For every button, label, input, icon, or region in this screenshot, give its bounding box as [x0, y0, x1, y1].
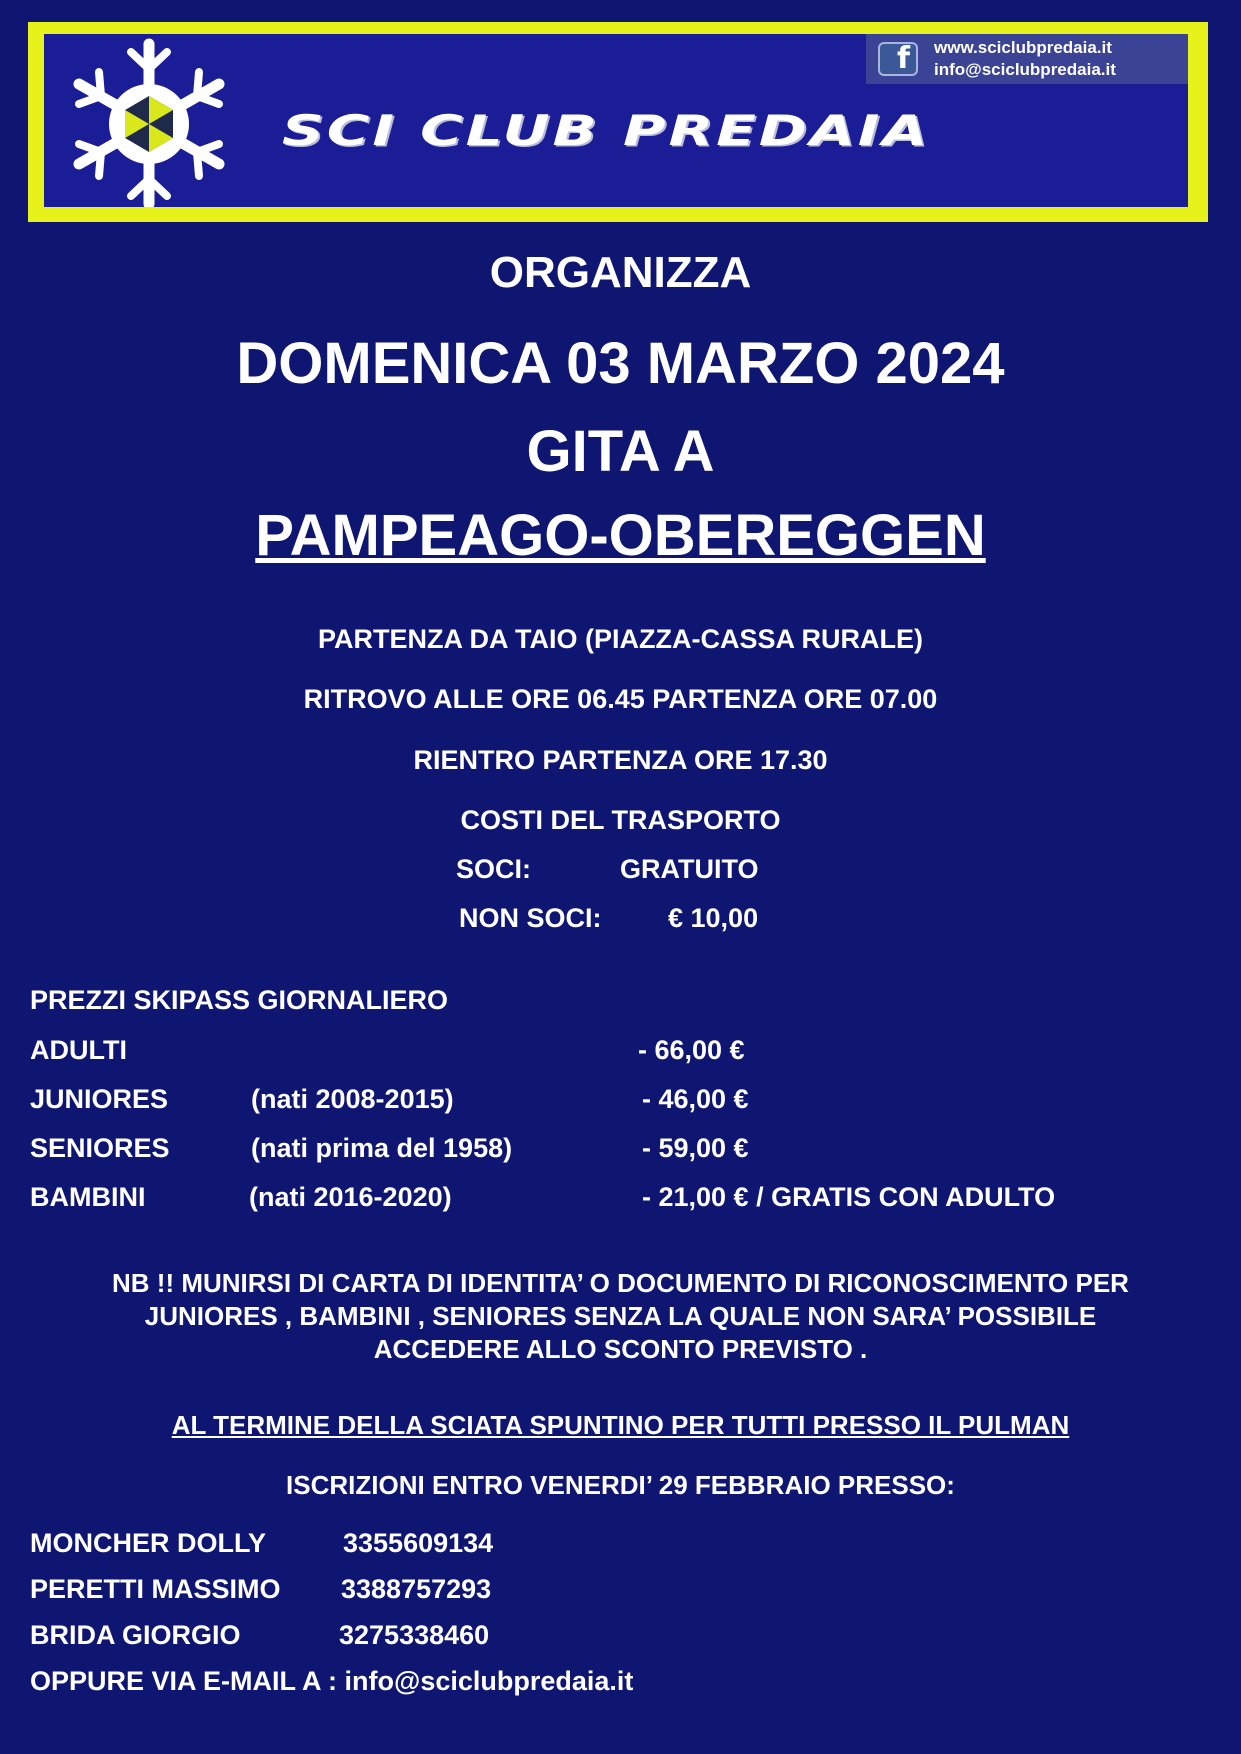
price-cell: - 66,00 €: [638, 1035, 745, 1065]
note-cell: (nati prima del 1958): [251, 1133, 513, 1163]
snack-notice: AL TERMINE DELLA SCIATA SPUNTINO PER TUTTI PRESSO IL PULMAN: [171, 1410, 1070, 1440]
members-value: GRATUITO: [620, 854, 759, 884]
contact-phone[interactable]: 3388757293: [341, 1574, 492, 1604]
category-cell: ADULTI: [30, 1035, 127, 1065]
contact-name: MONCHER DOLLY: [30, 1528, 267, 1558]
price-cell: - 46,00 €: [642, 1084, 749, 1114]
price-cell: - 59,00 €: [642, 1133, 749, 1163]
contact-box: [866, 34, 1188, 84]
note-line: ACCEDERE ALLO SCONTO PREVISTO .: [373, 1334, 868, 1364]
price-cell: - 21,00 € / GRATIS CON ADULTO: [642, 1182, 1056, 1212]
intro-heading: ORGANIZZA: [489, 248, 752, 297]
category-cell: SENIORES: [30, 1133, 170, 1163]
members-label: SOCI:: [456, 854, 532, 884]
note-cell: (nati 2016-2020): [249, 1182, 452, 1212]
header-banner: [28, 22, 1208, 222]
date-heading: DOMENICA 03 MARZO 2024: [236, 331, 1005, 396]
non-members-label: NON SOCI:: [459, 903, 602, 933]
category-cell: BAMBINI: [30, 1182, 146, 1212]
banner-inner: [44, 34, 1188, 207]
email-instruction[interactable]: OPPURE VIA E-MAIL A : info@sciclubpredaia.it: [30, 1666, 634, 1696]
meeting-text: RITROVO ALLE ORE 06.45 PARTENZA ORE 07.00: [303, 684, 938, 714]
destination-heading: PAMPEAGO-OBEREGGEN: [255, 503, 986, 568]
non-members-value: € 10,00: [668, 903, 759, 933]
skipass-title: PREZZI SKIPASS GIORNALIERO: [30, 985, 449, 1015]
facebook-icon[interactable]: f: [878, 42, 918, 76]
contact-name: PERETTI MASSIMO: [30, 1574, 281, 1604]
departure-text: PARTENZA DA TAIO (PIAZZA-CASSA RURALE): [318, 624, 923, 654]
transport-title: COSTI DEL TRASPORTO: [460, 805, 781, 835]
category-cell: JUNIORES: [30, 1084, 169, 1114]
id-note: [0, 1267, 1241, 1366]
email-link[interactable]: info@sciclubpredaia.it: [934, 60, 1116, 79]
contact-name: BRIDA GIORGIO: [30, 1620, 241, 1650]
note-cell: (nati 2008-2015): [251, 1084, 454, 1114]
return-text: RIENTRO PARTENZA ORE 17.30: [413, 745, 828, 775]
contact-phone[interactable]: 3275338460: [339, 1620, 490, 1650]
note-line: JUNIORES , BAMBINI , SENIORES SENZA LA QUALE NON SARA’ POSSIBILE: [144, 1301, 1097, 1331]
website-link[interactable]: www.sciclubpredaia.it: [934, 38, 1112, 57]
contact-phone[interactable]: 3355609134: [343, 1528, 494, 1558]
note-line: NB !! MUNIRSI DI CARTA DI IDENTITA’ O DOCUMENTO DI RICONOSCIMENTO PER: [112, 1268, 1129, 1298]
snowflake-icon: [44, 34, 254, 207]
registration-text: ISCRIZIONI ENTRO VENERDI’ 29 FEBBRAIO PRESSO:: [286, 1470, 955, 1500]
trip-heading: GITA A: [526, 419, 715, 484]
club-logo-text: SCI CLUB PREDAIA: [282, 106, 931, 155]
